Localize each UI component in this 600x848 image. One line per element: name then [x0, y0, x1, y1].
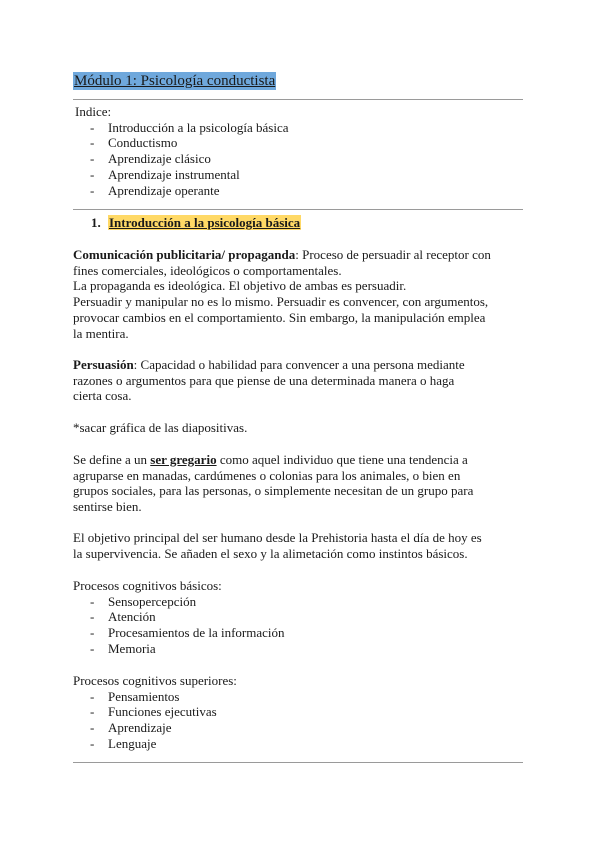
- divider-bottom: [73, 762, 523, 763]
- index-item: - Aprendizaje instrumental: [73, 167, 533, 183]
- note-slides: [73, 420, 533, 436]
- section-number: 1.: [91, 215, 101, 230]
- document-title: Módulo 1: Psicología conductista: [74, 73, 276, 89]
- paragraph-line: grupos sociales, para las personas, o simplemente necesitan de un grupo para: [73, 483, 474, 499]
- term-gregarious: ser gregario: [150, 452, 217, 467]
- list-item: - Pensamientos: [73, 689, 533, 705]
- paragraph-line: fines comerciales, ideológicos o comportamentales.: [73, 262, 342, 278]
- paragraph-line: agruparse en manadas, cardúmenes o colonias para los animales, o bien en: [73, 467, 461, 483]
- index-heading: Indice:: [75, 104, 112, 119]
- list-item: - Memoria: [73, 641, 533, 657]
- paragraph-line: razones o argumentos para que piense de una determinada manera o haga: [73, 372, 455, 388]
- basic-processes: [73, 578, 533, 657]
- list-item: - Funciones ejecutivas: [73, 704, 533, 720]
- list-item: - Sensopercepción: [73, 594, 533, 610]
- paragraph-line: El objetivo principal del ser humano desde la Prehistoria hasta el día de hoy es: [73, 530, 482, 545]
- paragraph-persuasion: [73, 357, 533, 404]
- paragraph-line: cierta cosa.: [73, 388, 132, 404]
- divider-index: [73, 209, 523, 210]
- paragraph-line: Persuadir y manipular no es lo mismo. Persuadir es convencer, con argumentos,: [73, 294, 489, 310]
- paragraph-line: la mentira.: [73, 325, 129, 341]
- paragraph-line: Comunicación publicitaria/ propaganda: Proceso de persuadir al receptor con: [73, 247, 491, 262]
- section-heading: [91, 215, 301, 231]
- paragraph-line: La propaganda es ideológica. El objetivo de ambas es persuadir.: [73, 278, 407, 294]
- index-section: [73, 104, 533, 198]
- term-persuasion: Persuasión: [73, 357, 134, 372]
- index-item: - Introducción a la psicología básica: [73, 120, 533, 136]
- index-item: - Aprendizaje clásico: [73, 151, 533, 167]
- basic-processes-list: [73, 594, 533, 657]
- higher-processes: [73, 673, 533, 752]
- term-propaganda: Comunicación publicitaria/ propaganda: [73, 247, 296, 262]
- paragraph-line: provocar cambios en el comportamiento. Sin embargo, la manipulación emplea: [73, 309, 486, 325]
- list-item: - Aprendizaje: [73, 720, 533, 736]
- basic-processes-heading: Procesos cognitivos básicos:: [73, 578, 222, 593]
- paragraph-propaganda: [73, 247, 533, 341]
- paragraph-line: sentirse bien.: [73, 499, 142, 515]
- index-list: [73, 120, 533, 199]
- divider-top: [73, 99, 523, 100]
- list-item: - Procesamientos de la información: [73, 625, 533, 641]
- note-text: *sacar gráfica de las diapositivas.: [73, 420, 248, 435]
- paragraph-line: Se define a un ser gregario como aquel individuo que tiene una tendencia a: [73, 452, 468, 467]
- paragraph-line: la supervivencia. Se añaden el sexo y la alimetación como instintos básicos.: [73, 545, 468, 561]
- list-item: - Lenguaje: [73, 736, 533, 752]
- index-item: - Conductismo: [73, 135, 533, 151]
- list-item: - Atención: [73, 609, 533, 625]
- paragraph-line: Persuasión: Capacidad o habilidad para convencer a una persona mediante: [73, 357, 465, 372]
- section-title: Introducción a la psicología básica: [109, 215, 301, 230]
- higher-processes-list: [73, 689, 533, 752]
- paragraph-survival: [73, 530, 533, 561]
- index-item: - Aprendizaje operante: [73, 183, 533, 199]
- higher-processes-heading: Procesos cognitivos superiores:: [73, 673, 237, 688]
- paragraph-gregarious: [73, 452, 533, 515]
